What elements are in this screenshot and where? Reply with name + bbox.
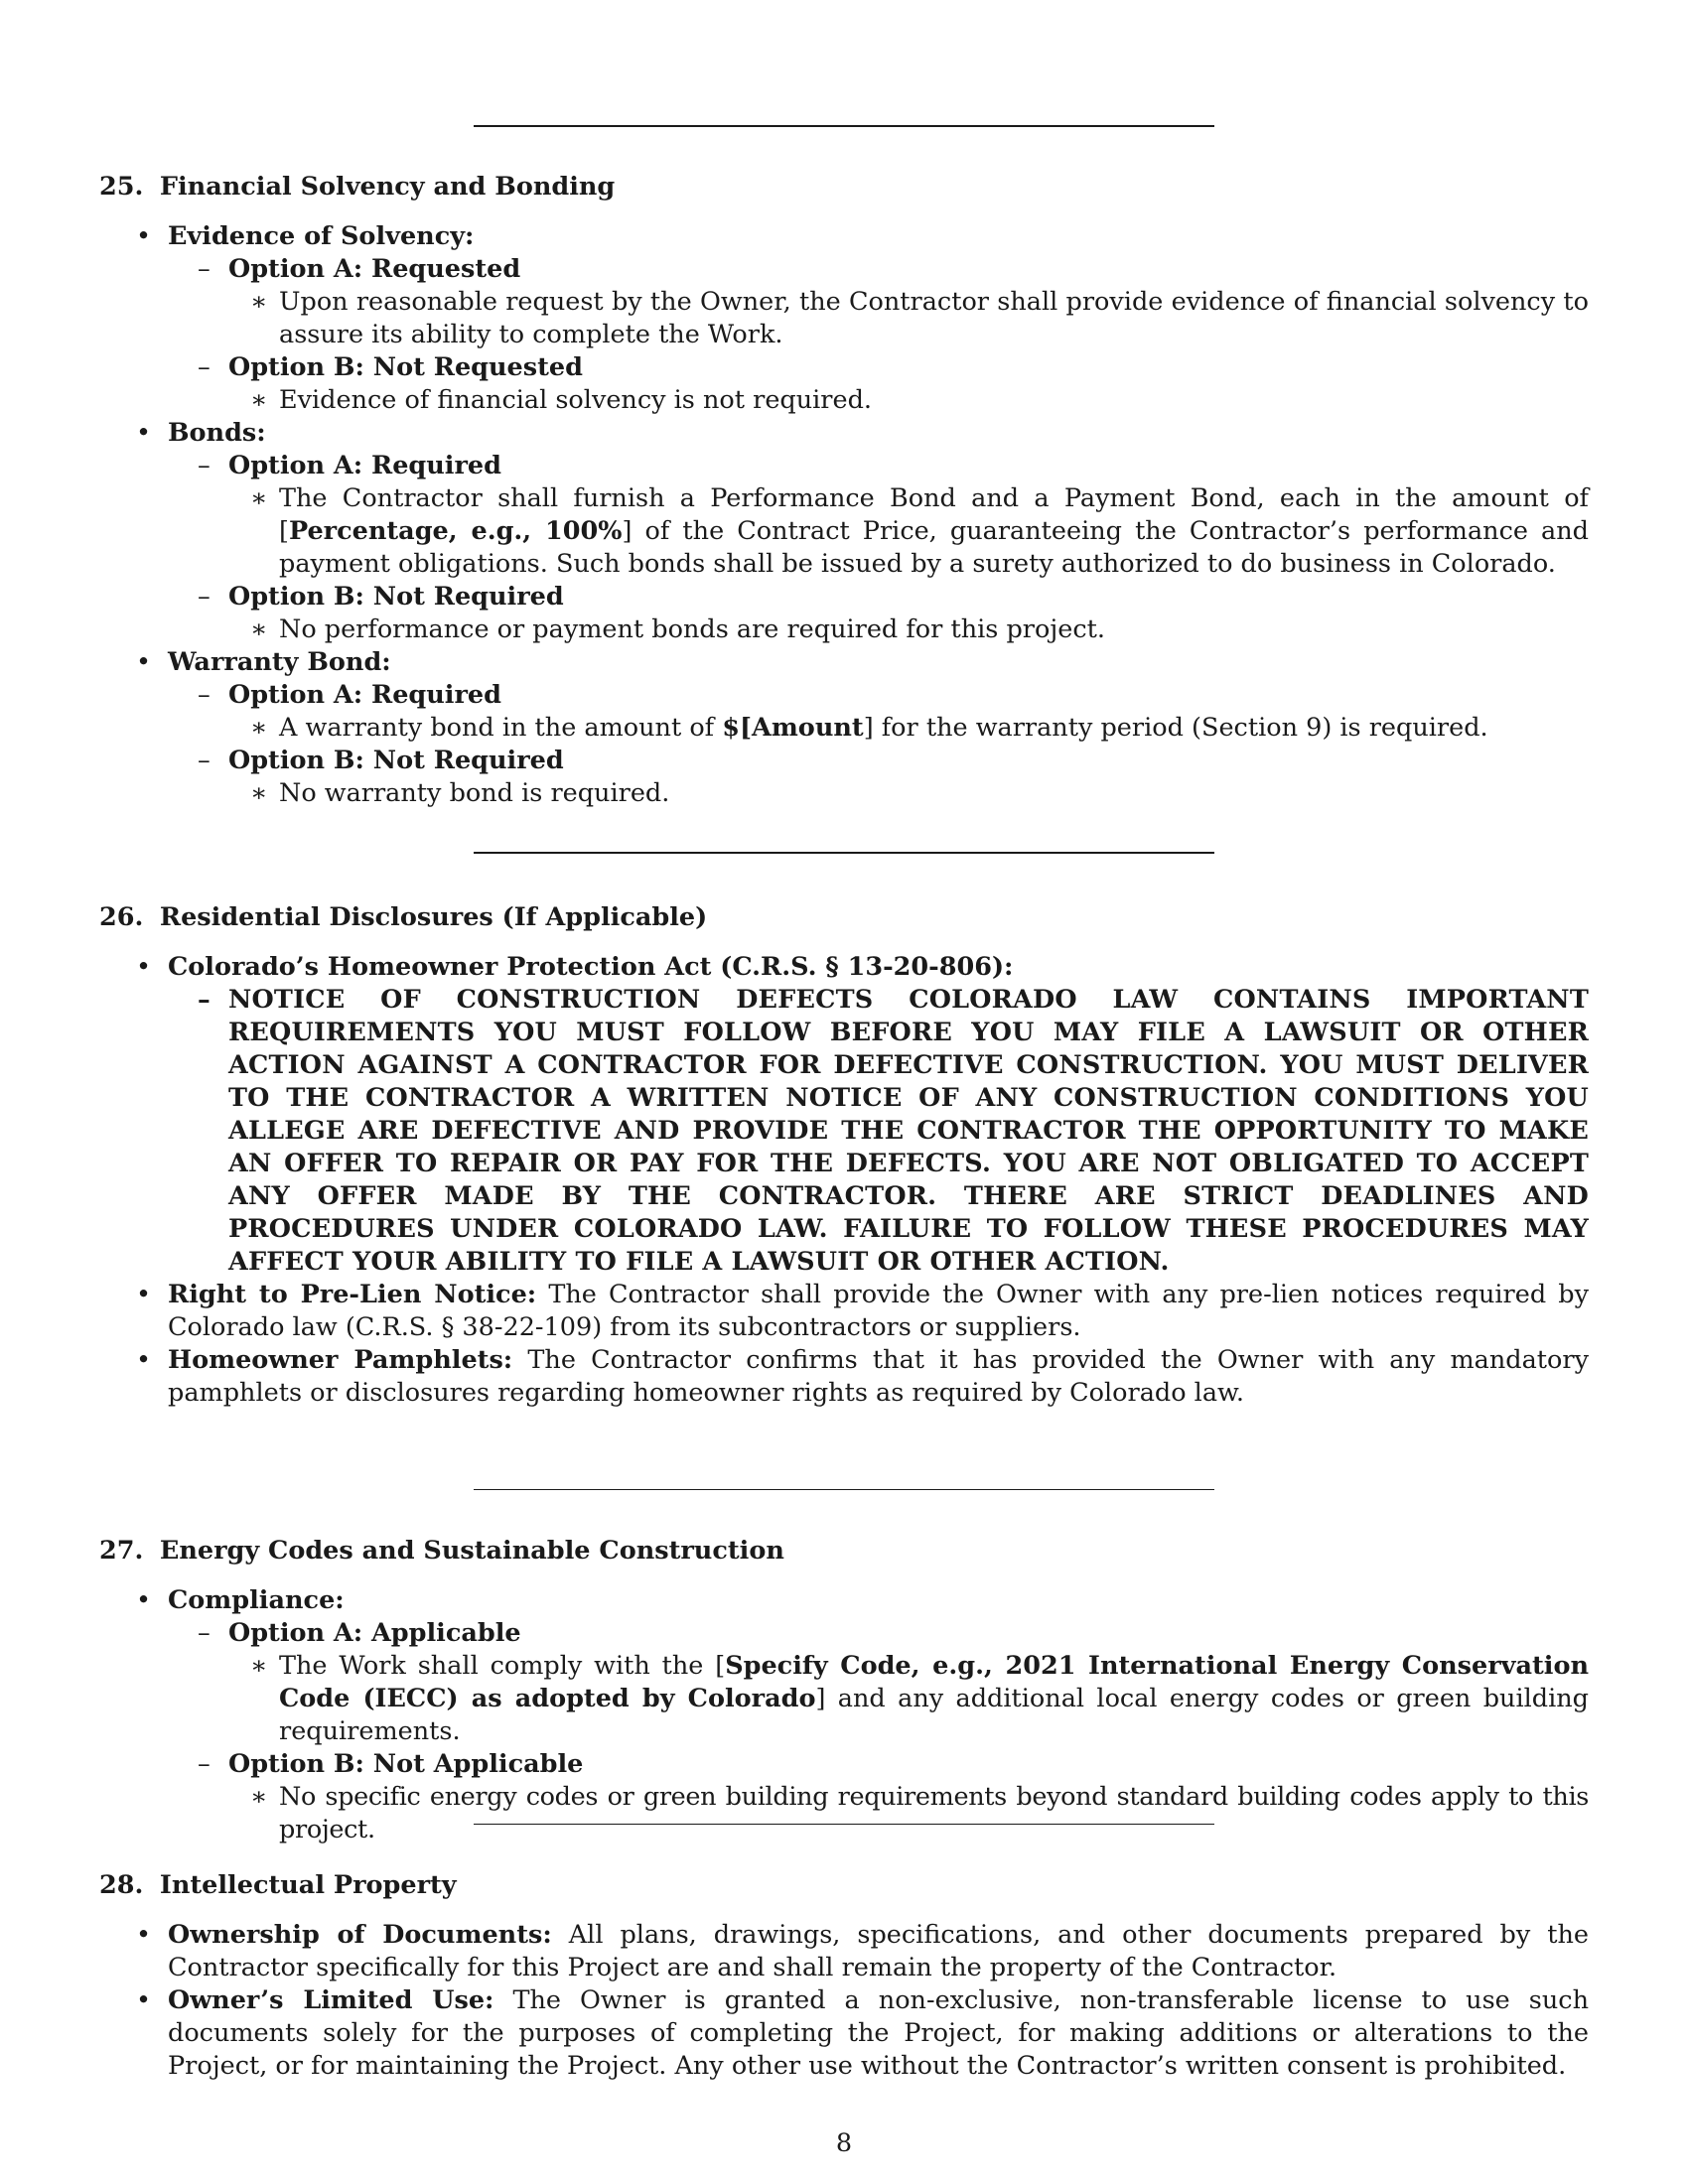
option-label: Option A: Applicable (228, 1618, 521, 1648)
option-item (168, 745, 1589, 810)
section-number: 28. (99, 1870, 144, 1900)
item-label: Warranty Bond: (168, 647, 391, 677)
list-item (99, 220, 1589, 417)
option-text: ∗ No specific energy codes or green building requirements beyond standard building codes apply to this project. (228, 1781, 1589, 1846)
option-text: ∗ No warranty bond is required. (228, 777, 1589, 810)
option-item (168, 679, 1589, 745)
section-divider (474, 125, 1214, 127)
section-25 (99, 171, 1589, 810)
option-text: ∗ A warranty bond in the amount of $[Amount] for the warranty period (Section 9) is required. (228, 712, 1589, 745)
list-item: • Homeowner Pamphlets: The Contractor confirms that it has provided the Owner with any mandatory pamphlets or disclosures regarding homeowner rights as required by Colorado law. (99, 1344, 1589, 1410)
section-heading (99, 1535, 1589, 1568)
section-heading (99, 171, 1589, 204)
section-title: Energy Codes and Sustainable Construction (159, 1536, 784, 1566)
list-item: • Owner’s Limited Use: The Owner is granted a non-exclusive, non-transferable license to use such documents solely for the purposes of completing the Project, for making additions or alterations to the Project, or for maintaining the Project. Any other use without the Contractor’s written consent is prohibited. (99, 1984, 1589, 2083)
option-item (168, 351, 1589, 417)
section-title: Financial Solvency and Bonding (159, 172, 616, 202)
option-text: ∗ The Work shall comply with the [Specify Code, e.g., 2021 International Energy Conservation Code (IECC) as adopted by Colorado] and any additional local energy codes or green building requirements. (228, 1650, 1589, 1748)
section-divider (474, 1824, 1214, 1825)
section-list (99, 1584, 1589, 1846)
section-number: 26. (99, 902, 144, 932)
section-title: Residential Disclosures (If Applicable) (159, 902, 708, 932)
section-list (99, 220, 1589, 810)
list-item: • Ownership of Documents: All plans, drawings, specifications, and other documents prepared by the Contractor specifically for this Project are and shall remain the property of the Contractor. (99, 1919, 1589, 1984)
page-number: 8 (835, 2128, 853, 2158)
section-list (99, 1919, 1589, 2083)
option-item (168, 1617, 1589, 1748)
list-item (99, 417, 1589, 646)
item-label: Evidence of Solvency: (168, 221, 475, 251)
construction-defects-notice: – NOTICE OF CONSTRUCTION DEFECTS COLORADO LAW CONTAINS IMPORTANT REQUIREMENTS YOU MUST FOLLOW BEFORE YOU MAY FILE A LAWSUIT OR OTHER ACTION AGAINST A CONTRACTOR FOR DEFECTIVE CONSTRUCTION. YOU MUST DELIVER TO THE CONTRACTOR A WRITTEN NOTICE OF ANY CONSTRUCTION CONDITIONS YOU ALLEGE ARE DEFECTIVE AND PROVIDE THE CONTRACTOR THE OPPORTUNITY TO MAKE AN OFFER TO REPAIR OR PAY FOR THE DEFECTS. YOU ARE NOT OBLIGATED TO ACCEPT ANY OFFER MADE BY THE CONTRACTOR. THERE ARE STRICT DEADLINES AND PROCEDURES UNDER COLORADO LAW. FAILURE TO FOLLOW THESE PROCEDURES MAY AFFECT YOUR ABILITY TO FILE A LAWSUIT OR OTHER ACTION. (168, 984, 1589, 1279)
option-text: ∗ Evidence of financial solvency is not required. (228, 384, 1589, 417)
option-label: Option B: Not Applicable (228, 1749, 584, 1779)
option-item (168, 253, 1589, 351)
section-list (99, 951, 1589, 1410)
section-divider (474, 852, 1214, 854)
option-item (168, 450, 1589, 581)
option-label: Option B: Not Required (228, 582, 564, 612)
option-text: ∗ No performance or payment bonds are required for this project. (228, 614, 1589, 646)
option-text: ∗ Upon reasonable request by the Owner, the Contractor shall provide evidence of financial solvency to assure its ability to complete the Work. (228, 286, 1589, 351)
option-label: Option B: Not Requested (228, 352, 583, 382)
section-number: 25. (99, 172, 144, 202)
list-item: • Right to Pre-Lien Notice: The Contractor shall provide the Owner with any pre-lien notices required by Colorado law (C.R.S. § 38-22-109) from its subcontractors or suppliers. (99, 1279, 1589, 1344)
list-item (99, 646, 1589, 810)
option-label: Option A: Requested (228, 254, 521, 284)
option-text: ∗ The Contractor shall furnish a Performance Bond and a Payment Bond, each in the amount of [Percentage, e.g., 100%] of the Contract Price, guaranteeing the Contractor’s performance and payment obligations. Such bonds shall be issued by a surety authorized to do business in Colorado. (228, 482, 1589, 581)
section-title: Intellectual Property (159, 1870, 457, 1900)
list-item (99, 951, 1589, 1279)
item-label: Colorado’s Homeowner Protection Act (C.R.S. § 13-20-806): (168, 952, 1014, 982)
item-label: Bonds: (168, 418, 266, 448)
section-heading (99, 901, 1589, 934)
option-label: Option A: Required (228, 451, 501, 480)
option-label: Option B: Not Required (228, 746, 564, 775)
option-item (168, 1748, 1589, 1846)
section-heading (99, 1869, 1589, 1902)
item-label: Compliance: (168, 1585, 345, 1615)
option-item (168, 581, 1589, 646)
section-27 (99, 1535, 1589, 1846)
section-number: 27. (99, 1536, 144, 1566)
list-item (99, 1584, 1589, 1846)
option-label: Option A: Required (228, 680, 501, 710)
section-divider (474, 1489, 1214, 1490)
section-28 (99, 1869, 1589, 2083)
section-26 (99, 901, 1589, 1410)
